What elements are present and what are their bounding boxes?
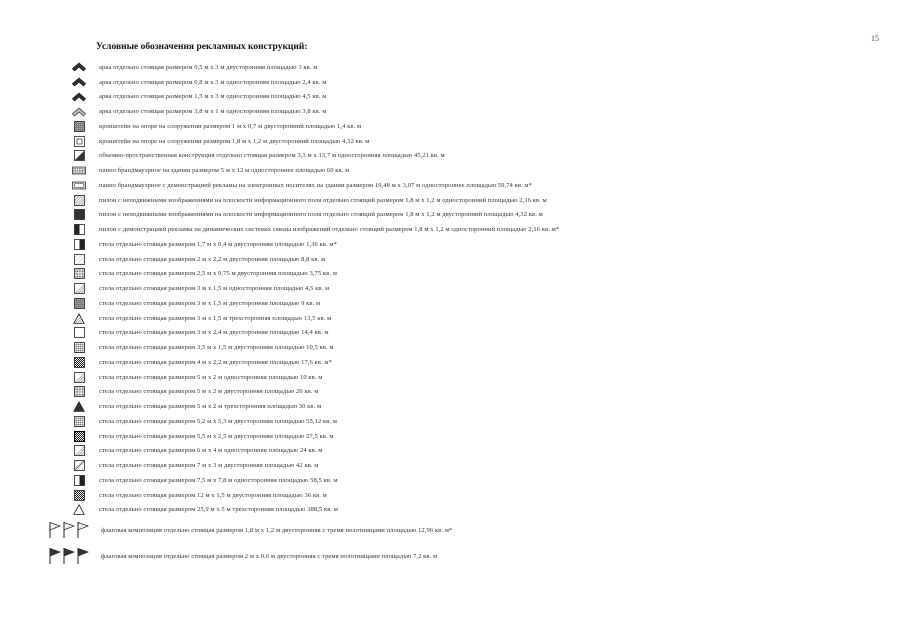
stela-grid-icon [72,416,86,427]
legend-item-label: арка отдельно стоящая размером 0,8 м х 3 м односторонняя площадью 2,4 кв. м [99,78,327,86]
legend-item-label: стела отдельно стоящая размером 5,2 м х 5,3 м двусторонняя площадью 55,12 кв. м [99,417,337,425]
legend-item [0,340,905,355]
legend-item-label: панно брандмауэрное на здании размером 5 м х 12 м одностороннее площадью 60 кв. м [99,167,350,175]
legend-item-label: арка отдельно стоящая размером 1,5 м х 3 м односторонняя площадью 4,5 кв. м [99,93,327,101]
legend-item-label: стела отдельно стоящая размером 3 м х 1,5 м трехсторонняя площадью 13,5 кв. м [99,314,332,322]
pylon-dark-icon [72,209,86,220]
legend-list [0,60,905,569]
legend-item [0,163,905,178]
legend-item-label: объемно-пространственная конструкция отдельно стоящая размером 3,3 м х 13,7 м односторонняя площадью 45,21 кв. м [99,152,445,160]
legend-item-label: стела отдельно стоящая размером 3 м х 1,5 м односторонняя площадью 4,5 кв. м [99,285,330,293]
legend-item [0,488,905,503]
legend-item-label: стела отдельно стоящая размером 7,5 м х 7,8 м односторонняя площадью 58,5 кв. м [99,476,338,484]
legend-item-label: пилон с неподвижными изображениями на плоскости информационного поля отдельно стоящий размером 1,8 м х 1,2 м двусторонний площадью 4,32 кв. м [99,211,543,219]
legend-item [0,149,905,164]
legend-item-label: стела отдельно стоящая размером 5 м х 2 м односторонняя площадью 10 кв. м [99,373,323,381]
legend-item [0,119,905,134]
bracket-hatched-icon [72,121,86,132]
legend-item [0,193,905,208]
legend-item-label: стела отдельно стоящая размером 2,5 м х 0,75 м двусторонняя площадью 3,75 кв. м [99,270,337,278]
legend-item-label: стела отдельно стоящая размером 3 м х 2,4 м двусторонняя площадью 14,4 кв. м [99,329,329,337]
bracket-outline-icon [72,136,86,147]
legend-item [0,237,905,252]
stela-triangle-outline-icon [72,504,86,515]
stela-dense-icon [72,386,86,397]
legend-item-label: стела отдельно стоящая размером 5 м х 2 м трехсторонняя площадью 30 кв. м [99,403,322,411]
legend-item [0,281,905,296]
legend-item-label: кронштейн на опоре на сооружении размером 1,8 м х 1,2 м двусторонний площадью 4,32 кв. м [99,137,370,145]
stela-diagonal-icon [72,445,86,456]
page-number: 15 [871,34,879,43]
legend-item-label: арка отдельно стоящая размером 0,5 м х 3 м двусторонняя площадью 3 кв. м [99,63,318,71]
stela-grid-icon [72,342,86,353]
legend-item [0,104,905,119]
pylon-split-icon [72,224,86,235]
legend-item [0,252,905,267]
legend-title: Условные обозначения рекламных конструкций: [96,42,308,52]
stela-outline-icon [72,327,86,338]
legend-item-label: стела отдельно стоящая размером 6 м х 4 м односторонняя площадью 24 кв. м [99,447,323,455]
legend-item [0,75,905,90]
stela-dense-icon [72,268,86,279]
legend-item [0,543,905,569]
legend-item-label: флаговая композиция отдельно стоящая размером 2 м х 0,6 м двусторонняя с тремя полотнищами площадью 7,2 кв. м [101,552,438,560]
stela-dots-icon [72,357,86,368]
legend-item [0,326,905,341]
arch-icon [72,91,86,102]
legend-item-label: флаговая композиция отдельно стоящая размером 1,8 м х 1,2 м двусторонняя с тремя полотнищами площадью 12,96 кв. м* [101,526,453,534]
legend-item-label: стела отдельно стоящая размером 12 м х 1,5 м двусторонняя площадью 36 кв. м [99,491,327,499]
brandmauer-panel-icon [72,165,86,176]
legend-item [0,134,905,149]
legend-item [0,503,905,518]
legend-item-label: пилон с демонстрацией рекламы на динамических системах смены изображений отдельно стоящий размером 1,8 м х 1,2 м односторонний площадью 2,16 кв. м* [99,226,560,234]
legend-item [0,399,905,414]
stela-dots-icon [72,490,86,501]
legend-item [0,296,905,311]
legend-item [0,208,905,223]
stela-triangle-dark-icon [72,401,86,412]
legend-item-label: стела отдельно стоящая размером 4 м х 2,2 м двусторонняя площадью 17,6 кв. м* [99,358,332,366]
legend-item-label: стела отдельно стоящая размером 5,5 м х 2,5 м двусторонняя площадью 27,5 кв. м [99,432,334,440]
legend-item-label: стела отдельно стоящая размером 25,9 м х 5 м трехсторонняя площадью 388,5 кв. м [99,506,338,514]
legend-item [0,60,905,75]
legend-item [0,90,905,105]
legend-item-label: арка отдельно стоящая размером 3,8 м х 1 м односторонняя площадью 3,8 кв. м [99,108,327,116]
legend-item [0,222,905,237]
legend-item [0,414,905,429]
stela-checker-icon [72,431,86,442]
legend-item [0,311,905,326]
legend-item [0,370,905,385]
legend-item [0,385,905,400]
stela-diagonal-icon [72,283,86,294]
legend-item [0,458,905,473]
arch-icon [72,77,86,88]
brandmauer-electronic-icon [72,180,86,191]
legend-item-label: стела отдельно стоящая размером 3 м х 1,5 м двусторонняя площадью 9 кв. м [99,299,321,307]
stela-half-icon [72,239,86,250]
arch-outline-icon [72,106,86,117]
arch-icon [72,62,86,73]
legend-item [0,444,905,459]
legend-item [0,178,905,193]
legend-item-label: стела отдельно стоящая размером 3,5 м х 1,5 м двусторонняя площадью 10,5 кв. м [99,344,334,352]
legend-item [0,429,905,444]
legend-item-label: пилон с неподвижными изображениями на плоскости информационного поля отдельно стоящий размером 1,8 м х 1,2 м односторонний площадью 2,16 кв. м [99,196,547,204]
stela-half-icon [72,475,86,486]
flag-group-dark-icon [48,547,92,565]
legend-item-label: стела отдельно стоящая размером 2 м х 2,2 м двусторонняя площадью 8,8 кв. м [99,255,326,263]
legend-item-label: кронштейн на опоре на сооружении размером 1 м х 0,7 м двусторонний площадью 1,4 кв. м [99,122,362,130]
legend-item-label: стела отдельно стоящая размером 1,7 м х 0,4 м двусторонняя площадью 1,36 кв. м* [99,240,337,248]
stela-cross-icon [72,298,86,309]
legend-item-label: стела отдельно стоящая размером 5 м х 2 м двусторонняя площадью 20 кв. м [99,388,319,396]
pylon-diagonal-icon [72,195,86,206]
legend-item [0,473,905,488]
flag-group-outline-icon [48,521,92,539]
spatial-structure-icon [72,150,86,161]
stela-light-diagonal-icon [72,460,86,471]
legend-item [0,517,905,543]
stela-light-icon [72,254,86,265]
stela-triangle-icon [72,313,86,324]
legend-item-label: стела отдельно стоящая размером 7 м х 3 м двусторонняя площадью 42 кв. м [99,462,319,470]
legend-item-label: панно брандмауэрное с демонстрацией рекламы на электронных носителях на здании размером 19,48 м х 3,07 м одностороннее площадью 59,74 кв. м* [99,181,532,189]
legend-item [0,355,905,370]
legend-item [0,267,905,282]
stela-diagonal-icon [72,372,86,383]
